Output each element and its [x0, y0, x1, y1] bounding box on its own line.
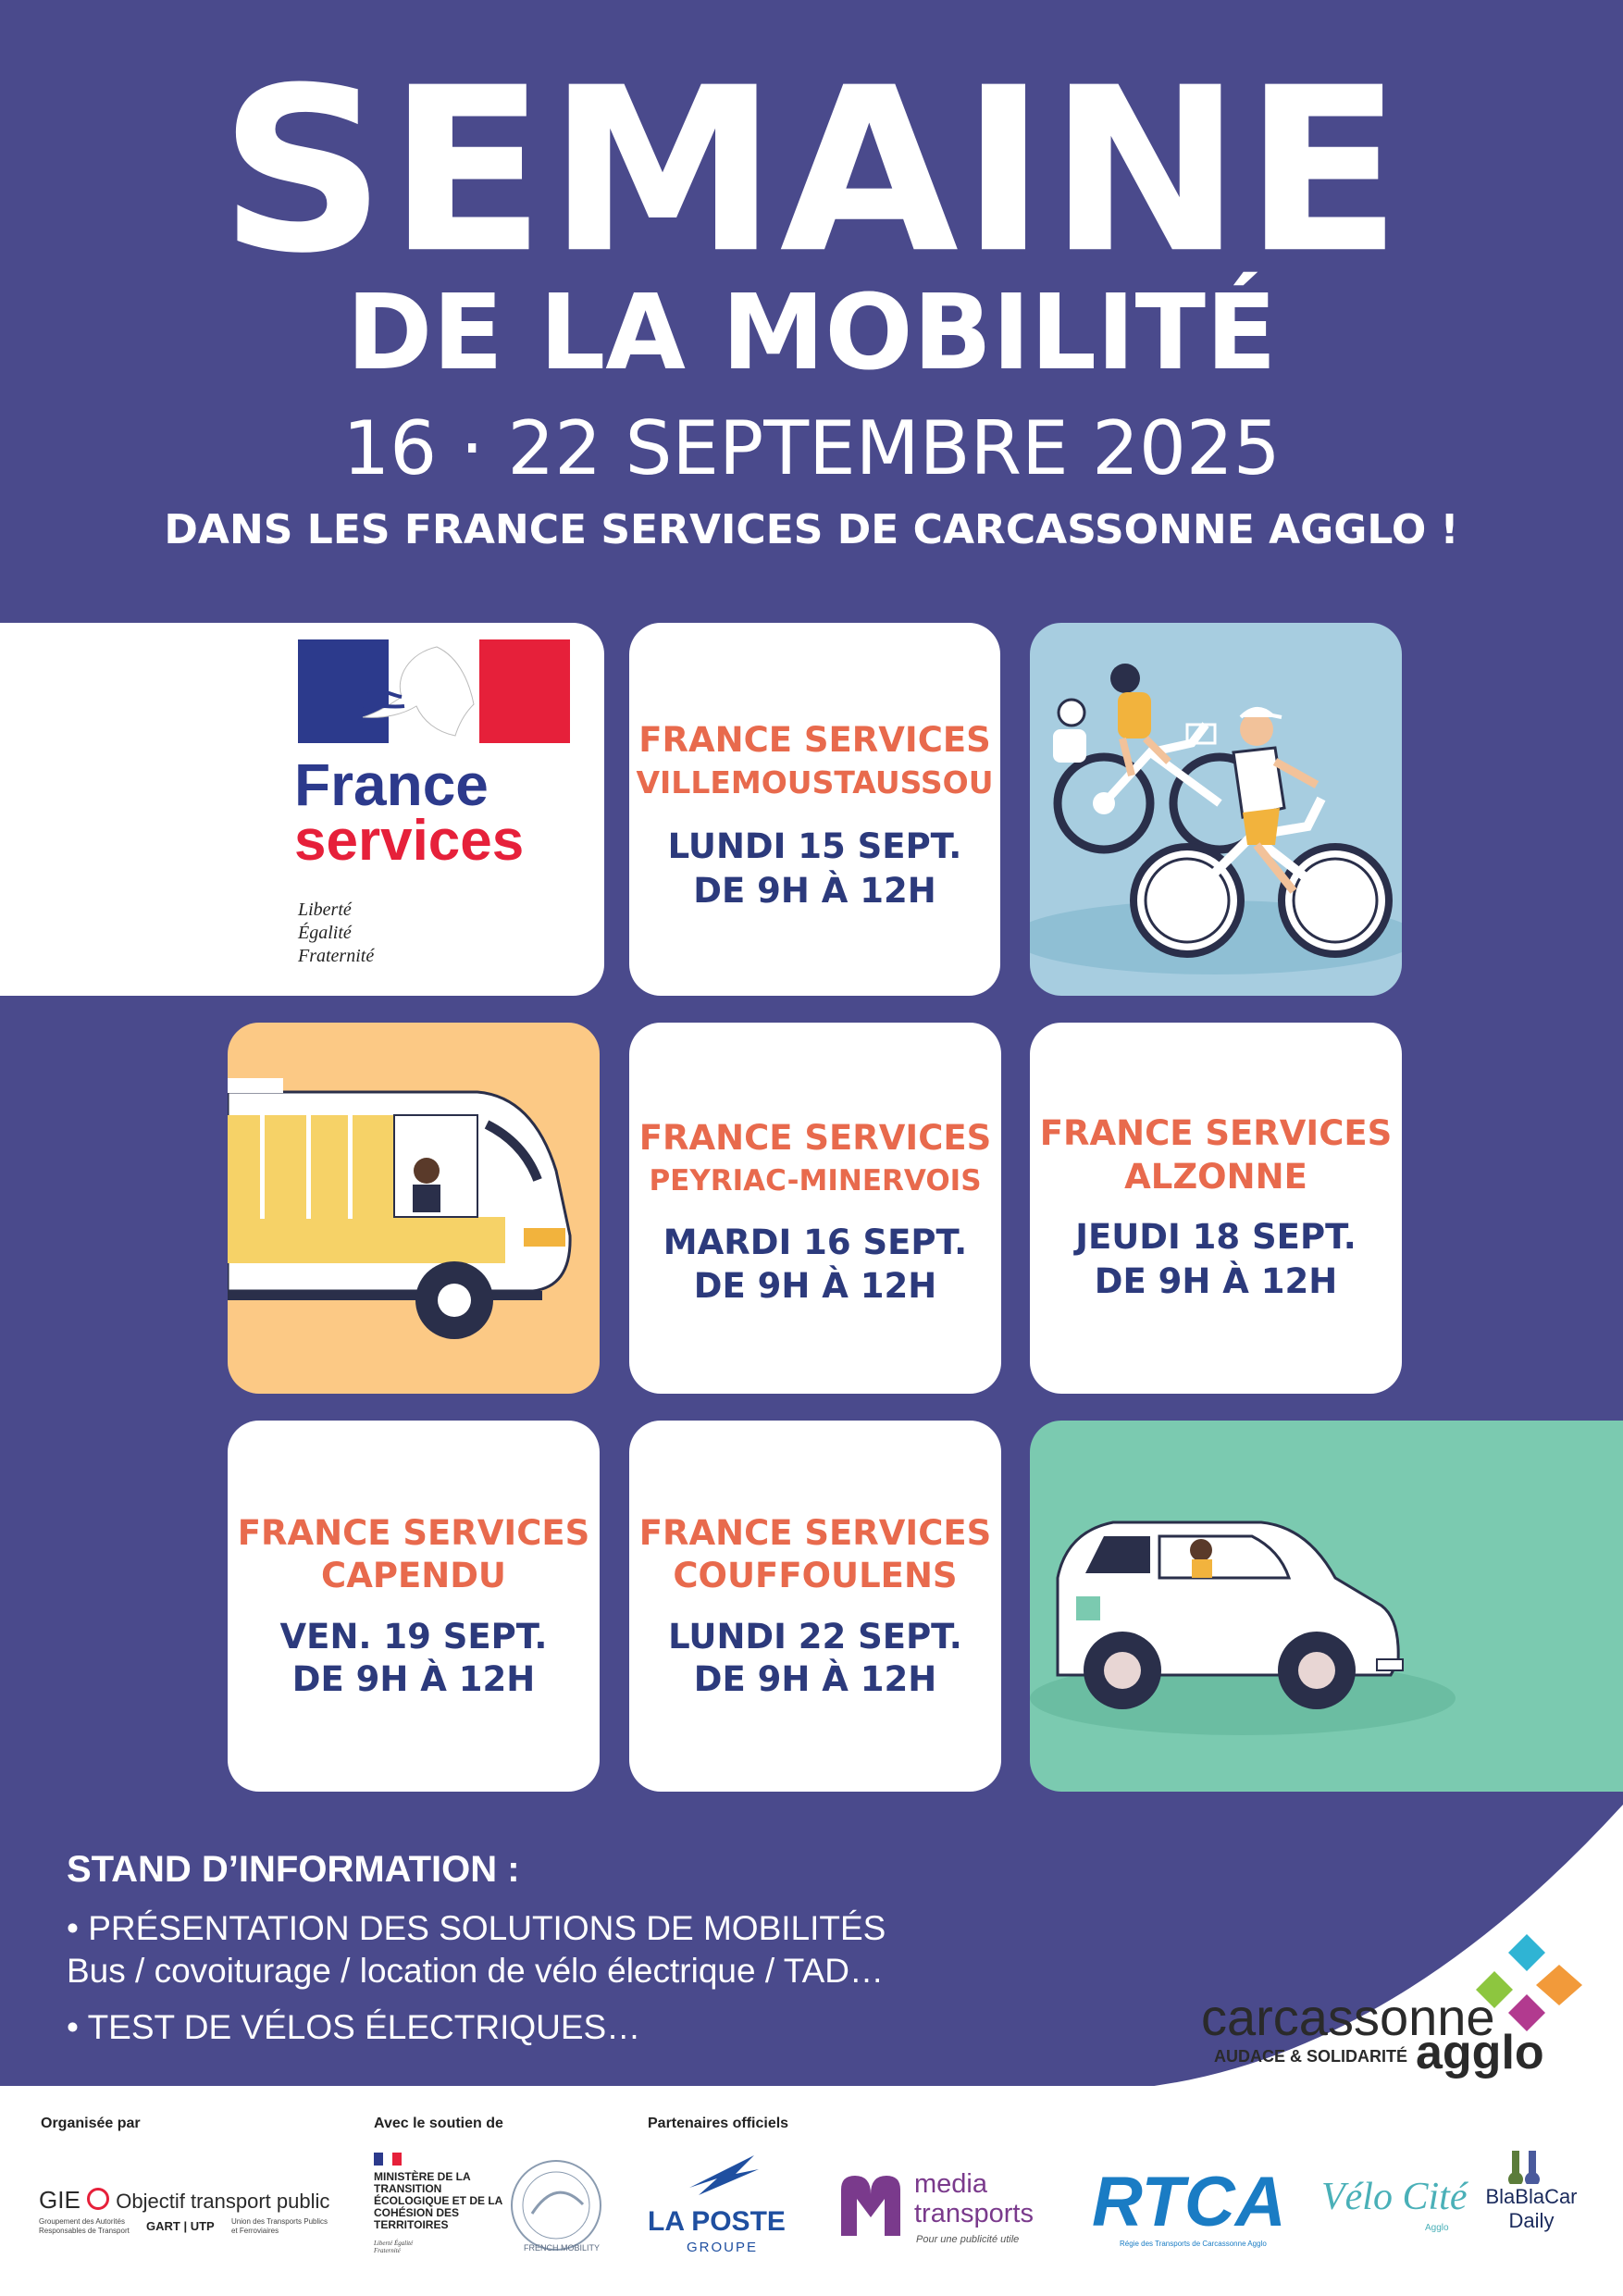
event-day: LUNDI 22 SEPT.: [668, 1617, 962, 1657]
ministry-flag-icon: [374, 2153, 402, 2166]
event-day: LUNDI 15 SEPT.: [667, 826, 962, 866]
info-line-2: Bus / covoiturage / location de vélo électrique / TAD…: [67, 1952, 884, 1990]
france-services-logo-card: [0, 623, 604, 996]
gie-circle-icon: [87, 2188, 109, 2210]
event-hours: DE 9H À 12H: [693, 1266, 937, 1306]
cyclists-icon: [1030, 623, 1402, 996]
event-day: JEUDI 18 SEPT.: [1075, 1217, 1357, 1257]
event-name: FRANCE SERVICES: [638, 1513, 992, 1553]
logo-france-text: France: [294, 751, 489, 818]
media-tagline: Pour une publicité utile: [916, 2234, 1020, 2245]
event-hours: DE 9H À 12H: [693, 1659, 937, 1699]
agglo-suffix: agglo: [1416, 2026, 1544, 2079]
utp-small-text: Union des Transports Publics et Ferroviaires: [231, 2217, 328, 2235]
info-line-3: • TEST DE VÉLOS ÉLECTRIQUES…: [67, 2008, 641, 2046]
motto-liberte: Liberté: [298, 900, 352, 920]
event-name: FRANCE SERVICES: [638, 720, 991, 760]
motto-fraternite: Fraternité: [298, 946, 375, 966]
media-text: media: [914, 2169, 987, 2199]
event-card-villemoustaussou: [629, 623, 1000, 996]
info-line-1: • PRÉSENTATION DES SOLUTIONS DE MOBILITÉS: [67, 1909, 886, 1947]
gie-logo: [39, 2186, 329, 2215]
event-day: MARDI 16 SEPT.: [663, 1222, 968, 1262]
blablacar-text: BlaBlaCar: [1485, 2185, 1578, 2208]
organised-by-label: Organisée par: [41, 2116, 141, 2131]
laposte-bird-icon: [680, 2151, 763, 2197]
french-mobility-logo-icon: [509, 2158, 603, 2253]
laposte-text: LA POSTE: [648, 2206, 786, 2237]
info-title: STAND D’INFORMATION :: [67, 1849, 520, 1890]
page-title: SEMAINE: [218, 38, 1405, 304]
event-hours: DE 9H À 12H: [1094, 1261, 1338, 1301]
page-subtitle: DANS LES FRANCE SERVICES DE CARCASSONNE AGGLO !: [164, 506, 1459, 553]
gie-text: GIE: [39, 2186, 81, 2214]
event-day: VEN. 19 SEPT.: [279, 1617, 548, 1657]
blablacar-daily-text: Daily: [1508, 2209, 1555, 2232]
transports-text: transports: [914, 2199, 1034, 2228]
rtca-sub: Régie des Transports de Carcassonne Agglo: [1120, 2240, 1267, 2248]
gart-utp-text: GART | UTP: [146, 2219, 215, 2233]
velocite-sub: Agglo: [1425, 2223, 1449, 2233]
event-hours: DE 9H À 12H: [291, 1659, 536, 1699]
agglo-tagline: AUDACE & SOLIDARITÉ: [1214, 2047, 1408, 2066]
agglo-name: carcassonne: [1201, 1988, 1495, 2046]
event-location: COUFFOULENS: [673, 1556, 958, 1595]
gie-objectif-text: Objectif transport public: [116, 2190, 330, 2213]
event-location: CAPENDU: [321, 1556, 506, 1595]
support-label: Avec le soutien de: [374, 2116, 503, 2131]
event-name: FRANCE SERVICES: [638, 1118, 992, 1158]
bike-illustration-card: [1030, 623, 1402, 996]
motto-egalite: Égalité: [298, 923, 352, 943]
marianne-flag-icon: [298, 639, 570, 743]
bus-illustration-card: [228, 1023, 600, 1394]
rtca-logo: RTCA: [1092, 2163, 1286, 2241]
event-card-couffoulens: [629, 1421, 1001, 1792]
car-icon: [1030, 1421, 1623, 1792]
french-mobility-text: FRENCH MOBILITY: [524, 2243, 601, 2253]
partners-label: Partenaires officiels: [648, 2116, 789, 2131]
event-card-peyriac-minervois: [629, 1023, 1001, 1394]
ministry-text: MINISTÈRE DE LA TRANSITION ÉCOLOGIQUE ET DE LA COHÉSION DES TERRITOIRES: [374, 2170, 502, 2231]
page-title-line2: DE LA MOBILITÉ: [346, 273, 1277, 393]
event-location: VILLEMOUSTAUSSOU: [636, 764, 994, 800]
car-illustration-card: [1030, 1421, 1623, 1792]
logo-services-text: services: [294, 809, 525, 873]
media-transports-logo-icon: [836, 2171, 905, 2240]
gie-small-text: Groupement des Autorités Responsables de Transport: [39, 2217, 130, 2235]
event-card-capendu: [228, 1421, 600, 1792]
velocite-logo: Vélo Cité: [1321, 2176, 1468, 2218]
partners-strip: [0, 2086, 1623, 2296]
event-location: ALZONNE: [1124, 1157, 1307, 1197]
event-name: FRANCE SERVICES: [1039, 1113, 1393, 1153]
blablacar-logo-icon: [1508, 2147, 1553, 2184]
event-card-alzonne: [1030, 1023, 1402, 1394]
event-dates: 16 · 22 SEPTEMBRE 2025: [342, 405, 1281, 491]
event-name: FRANCE SERVICES: [237, 1513, 590, 1553]
event-hours: DE 9H À 12H: [693, 871, 936, 911]
logo-motto: [298, 899, 374, 968]
laposte-sub: GROUPE: [687, 2240, 759, 2255]
event-location: PEYRIAC-MINERVOIS: [649, 1164, 982, 1198]
bus-icon: [228, 1023, 600, 1394]
ministry-motto: Liberté Égalité Fraternité: [374, 2240, 414, 2254]
